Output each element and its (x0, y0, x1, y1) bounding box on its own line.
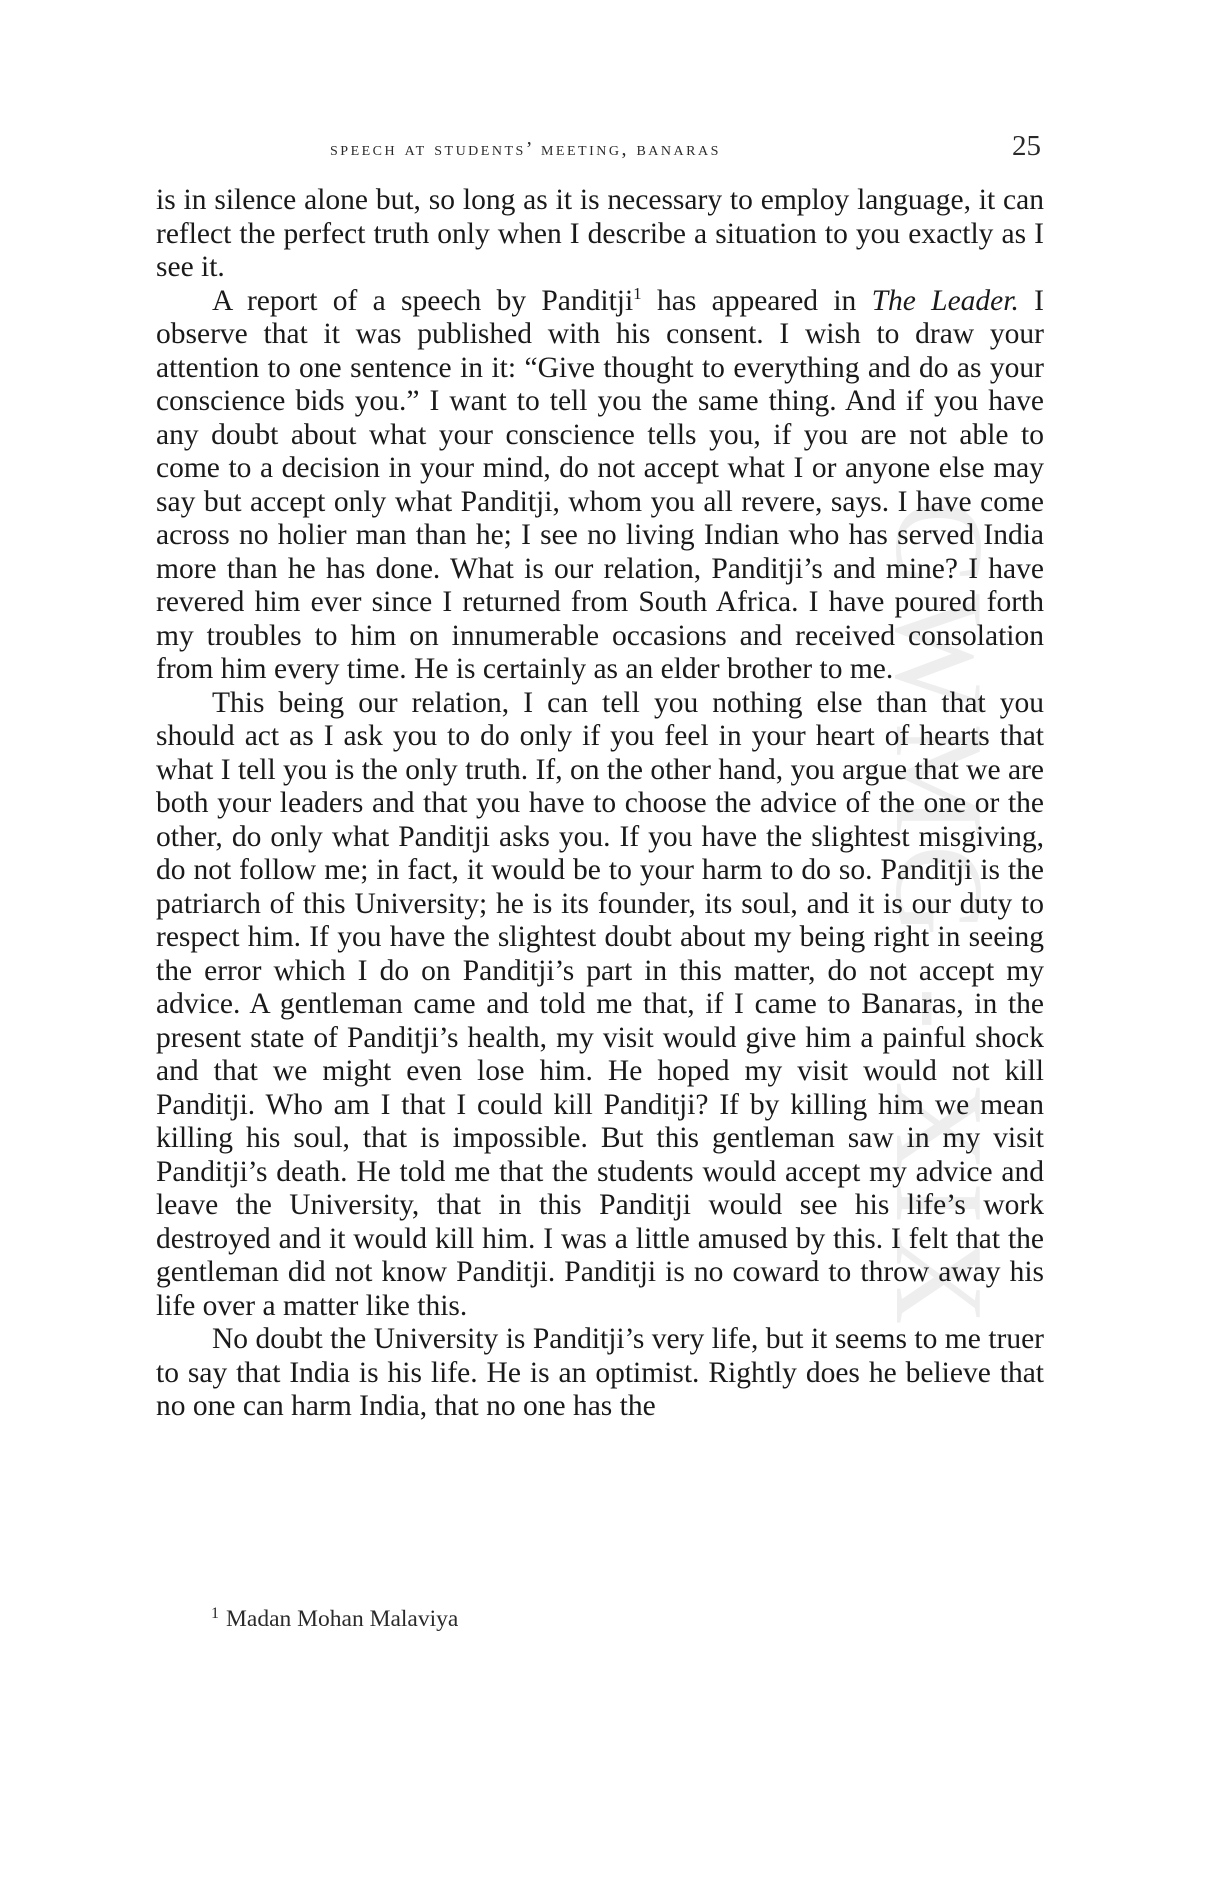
paragraph-2 (156, 285, 1044, 687)
newspaper-title: The Leader. (871, 284, 1019, 317)
page-number: 25 (1012, 130, 1041, 162)
footnote-text: Madan Mohan Malaviya (226, 1606, 459, 1632)
paragraph-1: is in silence alone but, so long as it is necessary to employ language, it can reflect the perfect truth only when I describe a situation to you exactly as I see it. (156, 184, 1044, 283)
watermark: CWMG - XIX (869, 500, 1008, 1335)
paragraph-2-text-c: I observe that it was published with his consent. I wish to draw your attention to one sentence in it: “Give thought to everything and do as your conscience bids you.” I want to tell you the same thing. And if you have any doubt about what your conscience tells you, if you are not able to come to a decision in your mind, do not accept what I or anyone else may say but accept only what Panditji, whom you all revere, says. I have come across no holier man than he; I see no living Indian who has served India more than he has done. What is our relation, Panditji’s and mine? I have revered him ever since I returned from South Africa. I have poured forth my troubles to him on innumerable occasions and received consolation from him every time. He is certainly as an elder brother to me. (156, 284, 1045, 685)
paragraph-4: No doubt the University is Panditji’s very life, but it seems to me truer to say that India is his life. He is an optimist. Rightly does he believe that no one can harm India, that no one has the (156, 1323, 1044, 1422)
body-text (156, 184, 1044, 1424)
paragraph-3: This being our relation, I can tell you nothing else than that you should act as I ask you to do only if you feel in your heart of hearts that what I tell you is the only truth. If, on the other hand, you argue that we are both your leaders and that you have to choose the advice of the one or the other, do only what Panditji asks you. If you have the slightest misgiving, do not follow me; in fact, it would be to your harm to do so. Panditji is the patriarch of this University; he is its founder, its soul, and it is our duty to respect him. If you have the slightest doubt about my being right in seeing the error which I do on Panditji’s part in this matter, do not accept my advice. A gentleman came and told me that, if I came to Banaras, in the present state of Panditji’s health, my visit would give him a painful shock and that we might even lose him. He hoped my visit would not kill Panditji. Who am I that I could kill Panditji? If by killing him we mean killing his soul, that is impossible. But this gentleman saw in my visit Panditji’s death. He told me that the students would accept my advice and leave the University, that in this Panditji would see his life’s work destroyed and it would kill him. I was a little amused by this. I felt that the gentleman did not know Panditji. Panditji is no coward to throw away his life over a matter like this. (156, 686, 1044, 1322)
paragraph-2-text-b: has appeared in (641, 284, 872, 317)
running-head: speech at students’ meeting, banaras (330, 138, 721, 160)
footnote-reference: 1 (633, 283, 642, 303)
footnote (211, 1605, 458, 1633)
footnote-mark: 1 (211, 1605, 219, 1622)
paragraph-2-text-a: A report of a speech by Panditji (212, 284, 634, 317)
